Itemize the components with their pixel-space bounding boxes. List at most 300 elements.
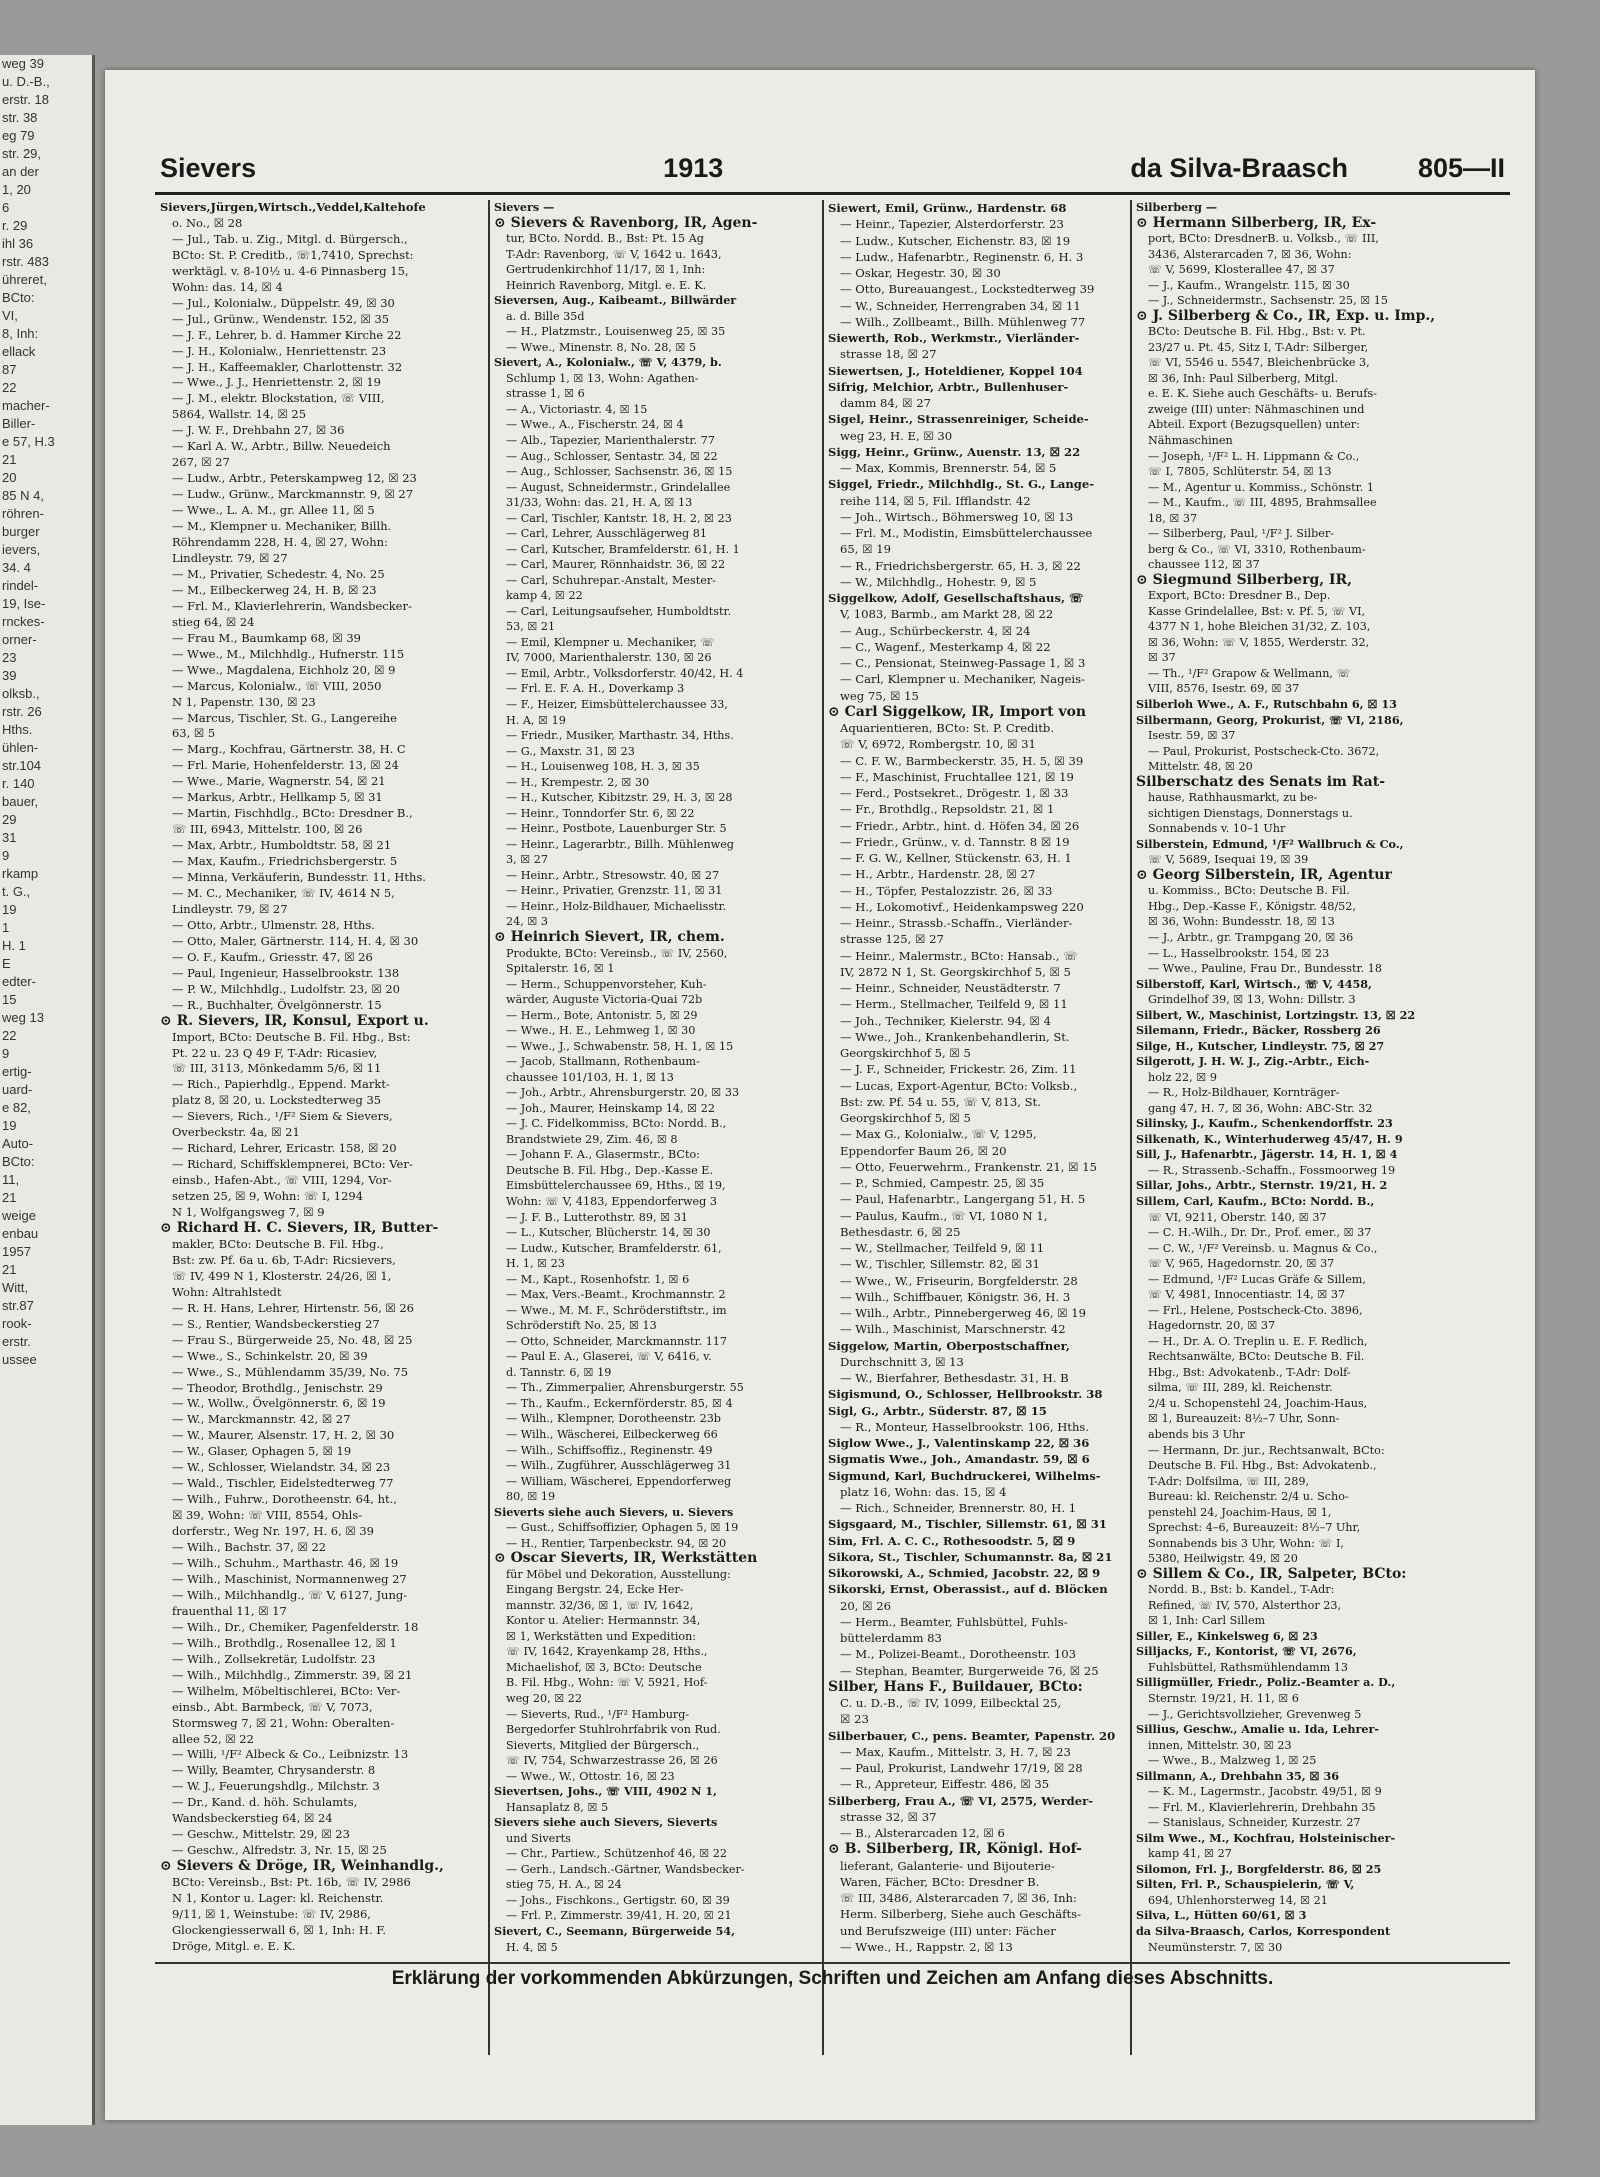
entry-line: — Wilhelm, Möbeltischlerei, BCto: Ver- [172,1683,401,1698]
entry-line: Sieverts, Mitglied der Bürgersch., [506,1738,700,1752]
entry-line: — Max, Arbtr., Humboldtstr. 58, ☒ 21 [172,838,392,853]
entry-line: — Wilh., Milchhandlg., ☏ V, 6127, Jung- [172,1587,408,1602]
entry-line: — Heinr., Arbtr., Stresowstr. 40, ☒ 27 [506,868,720,882]
surname-entry: Sillmann, A., Drehbahn 35, ☒ 36 [1136,1769,1339,1783]
surname-entry: Sikorowski, A., Schmied, Jacobstr. 22, ☒ 9 [828,1566,1101,1580]
entry-line: — H., Töpfer, Pestalozzistr. 26, ☒ 33 [840,883,1053,898]
entry-line: — Heinr., Tonndorfer Str. 6, ☒ 22 [506,806,695,820]
entry-line: — H., Kutscher, Kibitzstr. 29, H. 3, ☒ 28 [506,791,733,805]
entry-line: ☏ IV, 1642, Krayenkamp 28, Hths., [506,1645,708,1659]
entry-line: ☏ VI, 5546 u. 5547, Bleichenbrücke 3, [1148,356,1370,370]
prev-page-line: BCto: [2,1154,35,1169]
prev-page-line: weg 39 [2,56,44,71]
entry-line: setzen 25, ☒ 9, Wohn: ☏ I, 1294 [172,1189,363,1204]
entry-line: — F. G. W., Kellner, Stückenstr. 63, H. 1 [840,851,1072,865]
firm-heading-entry: ⊙ Hermann Silberberg, IR, Ex- [1136,215,1377,231]
entry-line: T-Adr: Dolfsilma, ☏ III, 289, [1148,1474,1310,1488]
entry-line: — J., Gerichtsvollzieher, Grevenweg 5 [1148,1707,1362,1721]
entry-line: — Wilh., Schiffsoffiz., Reginenstr. 49 [506,1443,713,1457]
surname-entry: Siglow Wwe., J., Valentinskamp 22, ☒ 36 [828,1436,1090,1450]
entry-line: N 1, Papenstr. 130, ☒ 23 [172,694,316,709]
surname-entry: Siewertsen, J., Hoteldiener, Koppel 104 [828,363,1083,378]
entry-line: — Th., Kaufm., Eckernförderstr. 85, ☒ 4 [506,1396,733,1410]
surname-entry: Silligmüller, Friedr., Poliz.-Beamter a. D., [1136,1676,1396,1690]
entry-line: — H., Louisenweg 108, H. 3, ☒ 35 [506,760,700,774]
surname-entry: Sigmund, Karl, Buchdruckerei, Wilhelms- [828,1468,1101,1483]
prev-page-line: 1957 [2,1244,31,1259]
entry-line: — August, Schneidermstr., Grindelallee [506,480,731,494]
prev-page-line: rindel- [2,578,39,593]
entry-line: Dröge, Mitgl. e. E. K. [172,1938,296,1953]
entry-line: — Herm., Stellmacher, Teilfeld 9, ☒ 11 [840,997,1068,1012]
entry-line: d. Tannstr. 6, ☒ 19 [506,1365,612,1379]
entry-line: 65, ☒ 19 [840,542,891,557]
prev-page-line: str.87 [2,1298,34,1313]
entry-line: — Th., Zimmerpalier, Ahrensburgerstr. 55 [506,1381,744,1395]
entry-line: — Dr., Kand. d. höh. Schulamts, [172,1795,358,1810]
entry-line: strasse 32, ☒ 37 [840,1809,937,1824]
entry-line: — Marg., Kochfrau, Gärtnerstr. 38, H. C [172,742,406,757]
surname-entry: Silten, Frl. P., Schauspielerin, ☏ V, [1136,1878,1355,1892]
entry-line: stieg 64, ☒ 24 [172,614,255,629]
prev-page-line: ühlen- [2,740,39,755]
header-right-keyword: da Silva-Braasch [1130,152,1348,183]
page-number: 805—II [1417,152,1505,183]
entry-line: IV, 2872 N 1, St. Georgskirchhof 5, ☒ 5 [840,964,1071,979]
entry-line: — Edmund, ¹/F² Lucas Gräfe & Sillem, [1148,1272,1366,1286]
entry-line: — Emil, Arbtr., Volksdorferstr. 40/42, H. 4 [506,666,744,680]
surname-entry: Silgerott, J. H. W. J., Zig.-Arbtr., Eich- [1136,1055,1370,1069]
entry-line: — F., Heizer, Eimsbüttelerchaussee 33, [506,698,728,711]
entry-line: — P. W., Milchhdlg., Ludolfstr. 23, ☒ 20 [172,981,400,996]
column-1 [160,200,485,2055]
entry-line: — Heinr., Strassb.-Schaffn., Vierländer- [840,916,1073,930]
entry-line: — Ferd., Postsekret., Drögestr. 1, ☒ 33 [840,786,1069,800]
entry-line: C. u. D.-B., ☏ IV, 1099, Eilbecktal 25, [840,1696,1062,1710]
prev-page-line: 9 [2,848,10,863]
entry-line: Bst: zw. Pf. 54 u. 55, ☏ V, 813, St. [840,1094,1041,1109]
entry-line: — Wilh., Arbtr., Pinnebergerweg 46, ☒ 19 [840,1306,1087,1320]
entry-line: — H., Platzmstr., Louisenweg 25, ☒ 35 [506,325,726,339]
entry-line: kamp 41, ☒ 27 [1148,1847,1232,1861]
entry-line: ☏ III, 3486, Alsterarcaden 7, ☒ 36, Inh: [840,1891,1077,1905]
firm-heading-entry: ⊙ Siegmund Silberberg, IR, [1136,572,1353,588]
entry-line: B. Fil. Hbg., Wohn: ☏ V, 5921, Hof- [506,1676,708,1690]
entry-line: ☒ 39, Wohn: ☏ VIII, 8554, Ohls- [172,1508,363,1523]
entry-line: strasse 1, ☒ 6 [506,387,585,401]
prev-page-line: orner- [2,632,37,647]
entry-line: — M., Agentur u. Kommiss., Schönstr. 1 [1148,480,1374,494]
entry-line: Hbg., Bst: Advokatenb., T-Adr: Dolf- [1148,1365,1351,1379]
entry-line: — Herm., Beamter, Fuhlsbüttel, Fuhls- [840,1614,1068,1629]
entry-line: Bethesdastr. 6, ☒ 25 [840,1224,961,1239]
entry-line: 3436, Alsterarcaden 7, ☒ 36, Wohn: [1148,247,1352,261]
entry-line: Durchschnitt 3, ☒ 13 [840,1354,964,1369]
entry-line: — G., Maxstr. 31, ☒ 23 [506,744,635,758]
surname-entry: Sillius, Geschw., Amalie u. Ida, Lehrer- [1136,1723,1380,1737]
entry-line: — F., Maschinist, Fruchtallee 121, ☒ 19 [840,769,1074,784]
entry-line: — Ludw., Kutscher, Bramfelderstr. 61, [506,1241,722,1255]
entry-line: — H., Dr. A. O. Treplin u. E. F. Redlich, [1148,1334,1368,1348]
entry-line: 267, ☒ 27 [172,455,230,470]
entry-line: Lindleystr. 79, ☒ 27 [172,550,288,565]
entry-line: ☒ 1, Werkstätten und Expedition: [506,1629,697,1643]
prev-page-line: 34. 4 [2,560,31,575]
entry-line: 31/33, Wohn: das. 21, H. A, ☒ 13 [506,496,693,510]
entry-line: — Max, Kaufm., Friedrichsbergerstr. 5 [172,854,398,869]
entry-line: — Heinr., Holz-Bildhauer, Michaelisstr. [506,899,727,913]
entry-line: weg 75, ☒ 15 [840,688,919,703]
entry-line: Eppendorfer Baum 26, ☒ 20 [840,1143,1007,1158]
surname-entry: Sievers — [494,201,555,214]
entry-line: Wohn: Altrahlstedt [172,1284,282,1299]
entry-line: Bureau: kl. Reichenstr. 2/4 u. Scho- [1148,1490,1349,1504]
surname-entry: Sill, J., Hafenarbtr., Jägerstr. 14, H. 1, ☒ 4 [1136,1148,1398,1162]
entry-line: — Otto, Schneider, Marckmannstr. 117 [506,1334,728,1348]
entry-line: chaussee 101/103, H. 1, ☒ 13 [506,1070,674,1084]
footer-rule [155,1962,1510,1964]
entry-line: — Joh., Wirtsch., Böhmersweg 10, ☒ 13 [840,509,1074,524]
entry-line: — R., Appreteur, Eiffestr. 486, ☒ 35 [840,1777,1050,1792]
entry-line: — Paul, Ingenieur, Hasselbrookstr. 138 [172,965,400,980]
prev-page-line: ellack [2,344,36,359]
prev-page-line: 85 N 4, [2,488,44,503]
entry-line: — R., Friedrichsbergerstr. 65, H. 3, ☒ 22 [840,558,1081,573]
entry-line: — P., Schmied, Campestr. 25, ☒ 35 [840,1176,1045,1190]
entry-line: — C. F. W., Barmbeckerstr. 35, H. 5, ☒ 39 [840,753,1084,768]
surname-entry: Silberberg — [1136,201,1218,214]
prev-page-line: 1, 20 [2,182,31,197]
prev-page-line: rnckes- [2,614,45,629]
entry-line: — Friedr., Grünw., v. d. Tannstr. 8 ☒ 19 [840,834,1070,849]
prev-page-line: e 57, H.3 [2,434,55,449]
entry-line: ☏ III, 3113, Mönkedamm 5/6, ☒ 11 [172,1061,382,1076]
header-left-keyword: Sievers [160,152,257,183]
entry-line: Bergedorfer Stuhlrohrfabrik von Rud. [506,1723,721,1737]
prev-page-line: enbau [2,1226,39,1241]
entry-line: — Max, Kaufm., Mittelstr. 3, H. 7, ☒ 23 [840,1744,1071,1759]
entry-line: Schlump 1, ☒ 13, Wohn: Agathen- [506,371,699,385]
entry-line: Wohn: ☏ V, 4183, Eppendorferweg 3 [506,1195,717,1208]
surname-entry: Silomon, Frl. J., Borgfelderstr. 86, ☒ 25 [1136,1862,1382,1876]
entry-line: — Wilh., Schiffbauer, Königstr. 36, H. 3 [840,1289,1071,1304]
prev-page-line: 21 [2,1190,17,1205]
entry-line: — Otto, Maler, Gärtnerstr. 114, H. 4, ☒ 30 [172,933,419,948]
surname-entry: Sigsgaard, M., Tischler, Sillemstr. 61, ☒ 31 [828,1517,1107,1532]
entry-line: — Wwe., J., Schwabenstr. 58, H. 1, ☒ 15 [506,1039,734,1053]
entry-line: — Alb., Tapezier, Marienthalerstr. 77 [506,433,715,447]
entry-line: — J. M., elektr. Blockstation, ☏ VIII, [172,391,385,406]
entry-line: 23/27 u. Pt. 45, Sitz I, T-Adr: Silberger, [1148,340,1369,354]
surname-entry: Sievertsen, Johs., ☏ VIII, 4902 N 1, [494,1785,717,1799]
surname-entry: Siewert, Emil, Grünw., Hardenstr. 68 [828,201,1067,215]
entry-line: — Carl, Leitungsaufseher, Humboldtstr. [506,604,732,618]
entry-line: ☒ 36, Wohn: Bundesstr. 18, ☒ 13 [1148,915,1335,929]
entry-line: ☏ IV, 499 N 1, Klosterstr. 24/26, ☒ 1, [172,1268,392,1283]
prev-page-line: erstr. [2,1334,31,1349]
entry-line: — K. M., Lagermstr., Jacobstr. 49/51, ☒ 9 [1148,1785,1382,1799]
surname-entry: Sigismund, O., Schlosser, Hellbrookstr. 38 [828,1387,1103,1402]
entry-line: hause, Rathhausmarkt, zu be- [1148,791,1318,805]
entry-line: für Möbel und Dekoration, Ausstellung: [506,1567,731,1581]
entry-line: — Paul, Hafenarbtr., Langergang 51, H. 5 [840,1192,1086,1207]
entry-line: — Th., ¹/F² Grapow & Wellmann, ☏ [1148,666,1351,680]
entry-line: 9/11, ☒ 1, Weinstube: ☏ IV, 2986, [172,1906,371,1921]
entry-line: Mittelstr. 48, ☒ 20 [1148,760,1253,774]
entry-line: — Wwe., Joh., Krankenbehandlerin, St. [840,1029,1070,1044]
prev-page-line: Hths. [2,722,33,737]
entry-line: — Rich., Schneider, Brennerstr. 80, H. 1 [840,1501,1077,1515]
entry-line: — Willy, Beamter, Chrysanderstr. 8 [172,1763,376,1778]
entry-line: — Ludw., Kutscher, Eichenstr. 83, ☒ 19 [840,233,1071,248]
entry-line: damm 84, ☒ 27 [840,396,931,410]
firm-heading-entry: ⊙ Carl Siggelkow, IR, Import von [828,703,1087,720]
entry-line: lieferant, Galanterie- und Bijouterie- [840,1858,1055,1873]
entry-line: — L., Kutscher, Blücherstr. 14, ☒ 30 [506,1226,711,1240]
entry-line: — Frl. M., Klavierlehrerin, Wandsbecker- [172,598,412,613]
entry-line: — Geschw., Alfredstr. 3, Nr. 15, ☒ 25 [172,1843,387,1858]
prev-page-line: u. D.-B., [2,74,50,89]
surname-entry: Sievers,Jürgen,Wirtsch.,Veddel,Kaltehofe [160,200,426,214]
entry-line: 2/4 u. Schopenstehl 24, Joachim-Haus, [1148,1396,1368,1410]
prev-page-line: r. 140 [2,776,35,791]
surname-entry: Silge, H., Kutscher, Lindleystr. 75, ☒ 27 [1136,1039,1385,1053]
entry-line: reihe 114, ☒ 5, Fil. Ifflandstr. 42 [840,493,1031,508]
running-head [160,148,1505,188]
entry-line: Brandstwiete 29, Zim. 46, ☒ 8 [506,1132,678,1146]
entry-line: Hbg., Dep.-Kasse F., Königstr. 48/52, [1148,899,1356,913]
surname-entry: Silinsky, J., Kaufm., Schenkendorffstr. 23 [1136,1117,1393,1131]
prev-page-line: Auto- [2,1136,34,1151]
entry-line: — Markus, Arbtr., Hellkamp 5, ☒ 31 [172,790,383,805]
entry-line: büttelerdamm 83 [840,1631,942,1645]
entry-line: — S., Rentier, Wandsbeckerstieg 27 [172,1316,380,1331]
entry-line: 694, Uhlenhorsterweg 14, ☒ 21 [1148,1893,1328,1907]
entry-line: H. A, ☒ 19 [506,713,566,727]
entry-line: kamp 4, ☒ 22 [506,589,583,603]
entry-line: — Wilh., Klempner, Dorotheenstr. 23b [506,1412,721,1426]
entry-line: Export, BCto: Dresdner B., Dep. [1148,589,1331,603]
entry-line: Pt. 22 u. 23 Q 49 F, T-Adr: Ricasiev, [172,1045,378,1060]
entry-line: — Wwe., J. J., Henriettenstr. 2, ☒ 19 [172,375,381,390]
entry-line: — Wwe., H. E., Lehmweg 1, ☒ 30 [506,1024,696,1038]
entry-line: frauenthal 11, ☒ 17 [172,1603,287,1618]
firm-heading-entry: ⊙ Richard H. C. Sievers, IR, Butter- [160,1221,439,1236]
entry-line: — Otto, Feuerwehrm., Frankenstr. 21, ☒ 15 [840,1159,1097,1174]
entry-line: — M., Privatier, Schedestr. 4, No. 25 [172,566,385,581]
entry-line: — Carl, Kutscher, Bramfelderstr. 61, H. 1 [506,542,740,556]
entry-line: — Stanislaus, Schneider, Kurzestr. 27 [1148,1816,1361,1830]
entry-line: Fuhlsbüttel, Rathsmühlendamm 13 [1148,1660,1348,1674]
entry-line: Nähmaschinen [1148,433,1233,447]
entry-line: — Carl, Tischler, Kantstr. 18, H. 2, ☒ 23 [506,511,732,525]
prev-page-line: burger [2,524,40,539]
entry-line: — Aug., Schlosser, Sentastr. 34, ☒ 22 [506,449,718,463]
prev-page-line: macher- [2,398,50,413]
firm-heading-entry: ⊙ Sievers & Dröge, IR, Weinhandlg., [160,1859,444,1875]
entry-line: 3, ☒ 27 [506,853,548,867]
prev-page-line: 19 [2,1118,17,1133]
entry-line: — Joseph, ¹/F² L. H. Lippmann & Co., [1148,449,1360,463]
entry-line: — H., Krempestr. 2, ☒ 30 [506,775,650,789]
surname-entry: Silberbauer, C., pens. Beamter, Papenstr. 20 [828,1728,1116,1743]
entry-line: Lindleystr. 79, ☒ 27 [172,901,288,916]
entry-line: Gertrudenkirchhof 11/17, ☒ 1, Inh: [506,263,706,277]
surname-entry: Sim, Frl. A. C. C., Rothesoodstr. 5, ☒ 9 [828,1533,1076,1548]
entry-line: BCto: Vereinsb., Bst: Pt. 16b, ☏ IV, 2986 [172,1875,411,1890]
entry-line: — Frl. P., Zimmerstr. 39/41, H. 20, ☒ 21 [506,1909,732,1923]
entry-line: — Rich., Papierhdlg., Eppend. Markt- [172,1077,390,1092]
entry-line: N 1, Wolfgangsweg 7, ☒ 9 [172,1205,325,1220]
prev-page-line: rook- [2,1316,32,1331]
entry-line: — Wwe., H., Rappstr. 2, ☒ 13 [840,1939,1013,1954]
entry-line: Schröderstift No. 25, ☒ 13 [506,1319,657,1333]
entry-line: — Wwe., M., Milchhdlg., Hufnerstr. 115 [172,646,405,661]
entry-line: — W., Marckmannstr. 42, ☒ 27 [172,1412,351,1427]
surname-entry: Sievert, A., Kolonialw., ☏ V, 4379, b. [494,356,722,370]
prev-page-line: str. 38 [2,110,38,125]
entry-line: — J. F., Lehrer, b. d. Hammer Kirche 22 [172,327,402,342]
entry-line: Deutsche B. Fil. Hbg., Bst: Advokatenb., [1148,1459,1377,1473]
prev-page-line: weg 13 [2,1010,44,1025]
entry-line: — H., Arbtr., Hardenstr. 28, ☒ 27 [840,867,1036,882]
surname-entry: Sieverts siehe auch Sievers, u. Sievers [494,1505,734,1519]
entry-line: und Siverts [506,1831,571,1845]
entry-line: N 1, Kontor u. Lager: kl. Reichenstr. [172,1891,384,1906]
entry-line: — Frl. M., Klavierlehrerin, Drehbahn 35 [1148,1800,1376,1814]
prev-page-line: weige [2,1208,36,1223]
entry-line: — Heinr., Privatier, Grenzstr. 11, ☒ 31 [506,884,723,898]
entry-line: — Richard, Lehrer, Ericastr. 158, ☒ 20 [172,1141,397,1156]
entry-line: — J., Schneidermstr., Sachsenstr. 25, ☒ 15 [1148,294,1389,308]
entry-line: — M., Klempner u. Mechaniker, Billh. [172,519,392,534]
entry-line: — Paulus, Kaufm., ☏ VI, 1080 N 1, [840,1208,1048,1223]
entry-line: — R., Strassenb.-Schaffn., Fossmoorweg 19 [1148,1163,1396,1177]
header-year: 1913 [663,152,724,183]
entry-line: — Frl. M., Modistin, Eimsbüttelerchaussee [840,526,1093,540]
entry-line: — W., Wollw., Övelgönnerstr. 6, ☒ 19 [172,1396,386,1411]
surname-entry: Silm Wwe., M., Kochfrau, Holsteinischer- [1136,1831,1396,1845]
entry-line: — C., Pensionat, Steinweg-Passage 1, ☒ 3 [840,656,1086,670]
surname-entry: Sigmatis Wwe., Joh., Amandastr. 59, ☒ 6 [828,1452,1090,1467]
surname-entry: Sillar, Johs., Arbtr., Sternstr. 19/21, H. 2 [1136,1179,1388,1193]
previous-page-edge [0,55,95,2125]
entry-line: — Theodor, Brothdlg., Jenischstr. 29 [172,1380,383,1395]
surname-entry: Silberstein, Edmund, ¹/F² Wallbruch & Co., [1136,837,1404,851]
entry-line: Hansaplatz 8, ☒ 5 [506,1800,609,1814]
prev-page-line: 6 [2,200,10,215]
firm-heading-entry: ⊙ Sillem & Co., IR, Salpeter, BCto: [1136,1566,1407,1582]
entry-line: chaussee 112, ☒ 37 [1148,558,1260,572]
entry-line: — R., Holz-Bildhauer, Kornträger- [1148,1086,1340,1100]
prev-page-line: 15 [2,992,17,1007]
prev-page-line: VI, [2,308,18,323]
entry-line: 20, ☒ 26 [840,1598,891,1613]
entry-line: — J. F. B., Lutterothstr. 89, ☒ 31 [506,1210,688,1224]
entry-line: berg & Co., ☏ VI, 3310, Rothenbaum- [1148,542,1366,556]
entry-line: — J. C. Fidelkommiss, BCto: Nordd. B., [506,1117,727,1131]
surname-entry: Silberloh Wwe., A. F., Rutschbahn 6, ☒ 13 [1136,698,1397,711]
entry-line: platz 8, ☒ 20, u. Lockstedterweg 35 [172,1093,382,1108]
entry-line: — W., Maurer, Alsenstr. 17, H. 2, ☒ 30 [172,1428,395,1443]
entry-line: — B., Alsterarcaden 12, ☒ 6 [840,1826,1005,1840]
entry-line: — Heinr., Postbote, Lauenburger Str. 5 [506,822,727,836]
surname-entry: da Silva-Braasch, Carlos, Korrespondent [1136,1924,1391,1938]
entry-line: — Karl A. W., Arbtr., Billw. Neuedeich [172,439,391,454]
entry-line: — Heinr., Lagerarbtr., Billh. Mühlenweg [506,837,734,851]
entry-line: — Ludw., Hafenarbtr., Reginenstr. 6, H. 3 [840,249,1084,264]
entry-line: — Chr., Partiew., Schützenhof 46, ☒ 22 [506,1847,728,1861]
entry-line: — J. W. F., Drehbahn 27, ☒ 36 [172,423,345,438]
entry-line: — R., Buchhalter, Övelgönnerstr. 15 [172,997,382,1012]
entry-line: Isestr. 59, ☒ 37 [1148,729,1236,743]
entry-line: — Wwe., S., Schinkelstr. 20, ☒ 39 [172,1348,368,1363]
entry-line: 63, ☒ 5 [172,726,216,741]
prev-page-line: 39 [2,668,17,683]
prev-page-line: 1 [2,920,10,935]
prev-page-line: Witt, [2,1280,28,1295]
entry-line: — Emil, Klempner u. Mechaniker, ☏ [506,635,715,649]
surname-entry: Sigel, Heinr., Strassenreiniger, Scheide- [828,412,1089,427]
entry-line: — M., Polizei-Beamt., Dorotheenstr. 103 [840,1647,1077,1662]
entry-line: — H., Lokomotivf., Heidenkampsweg 220 [840,899,1084,914]
entry-line: 80, ☒ 19 [506,1490,556,1504]
surname-entry: Silberberg, Frau A., ☏ VI, 2575, Werder- [828,1793,1094,1808]
entry-line: ☏ IV, 754, Schwarzestrasse 26, ☒ 26 [506,1754,718,1768]
firm-heading-entry: ⊙ Georg Silberstein, IR, Agentur [1136,867,1392,883]
entry-line: — Sieverts, Rud., ¹/F² Hamburg- [506,1707,690,1721]
surname-entry: Silljacks, F., Kontorist, ☏ VI, 2676, [1136,1645,1357,1659]
entry-line: — Max G., Kolonialw., ☏ V, 1295, [840,1127,1037,1142]
entry-line: — Wwe., W., Ottostr. 16, ☒ 23 [506,1769,675,1783]
entry-line: weg 20, ☒ 22 [506,1692,582,1705]
prev-page-line: ihl 36 [2,236,34,251]
entry-line: — W., Glaser, Ophagen 5, ☒ 19 [172,1444,352,1459]
entry-line: Import, BCto: Deutsche B. Fil. Hbg., Bst: [172,1029,411,1044]
entry-line: wärder, Auguste Victoria-Quai 72b [506,993,703,1007]
entry-line: einsb., Hafen-Abt., ☏ VIII, 1294, Vor- [172,1173,392,1188]
prev-page-line: erstr. 18 [2,92,49,107]
prev-page-line: 19, Ise- [2,596,46,611]
firm-heading-entry: ⊙ R. Sievers, IR, Konsul, Export u. [160,1013,429,1029]
prev-page-line: an der [2,164,39,179]
entry-line: — Wilh., Zollsekretär, Ludolfstr. 23 [172,1651,376,1666]
entry-line: — Frl., Helene, Postscheck-Cto. 3896, [1148,1303,1363,1317]
surname-entry: Sikorski, Ernst, Oberassist., auf d. Blöcken [828,1582,1108,1597]
entry-line: — Jacob, Stallmann, Rothenbaum- [506,1055,700,1069]
entry-line: — Max, Vers.-Beamt., Krochmannstr. 2 [506,1288,726,1302]
entry-line: 24, ☒ 3 [506,915,548,929]
entry-line: — W., Milchhdlg., Hohestr. 9, ☒ 5 [840,574,1037,589]
prev-page-line: e 82, [2,1100,31,1115]
surname-entry: Sigl, G., Arbtr., Süderstr. 87, ☒ 15 [828,1403,1047,1418]
prev-page-line: 9 [2,1046,10,1061]
surname-entry: Siggelkow, Adolf, Gesellschaftshaus, ☏ [828,591,1084,605]
entry-line: sichtigen Dienstags, Donnerstags u. [1148,806,1353,820]
entry-line: ☏ I, 7805, Schlüterstr. 54, ☒ 13 [1148,465,1332,479]
entry-line: o. No., ☒ 28 [172,215,243,230]
entry-line: Röhrendamm 228, H. 4, ☒ 27, Wohn: [172,535,388,550]
entry-line: — R. H. Hans, Lehrer, Hirtenstr. 56, ☒ 26 [172,1300,414,1315]
entry-line: innen, Mittelstr. 30, ☒ 23 [1148,1738,1292,1752]
entry-line: — Wald., Tischler, Eidelstedterweg 77 [172,1476,394,1491]
firm-heading-entry: ⊙ Oscar Sieverts, IR, Werkstätten [494,1551,758,1567]
entry-line: — A., Victoriastr. 4, ☒ 15 [506,402,648,416]
header-rule [155,192,1510,195]
prev-page-line: 19 [2,902,17,917]
entry-line: VIII, 8576, Isestr. 69, ☒ 37 [1148,682,1300,696]
entry-line: Heinrich Ravenborg, Mitgl. e. E. K. [506,278,707,292]
